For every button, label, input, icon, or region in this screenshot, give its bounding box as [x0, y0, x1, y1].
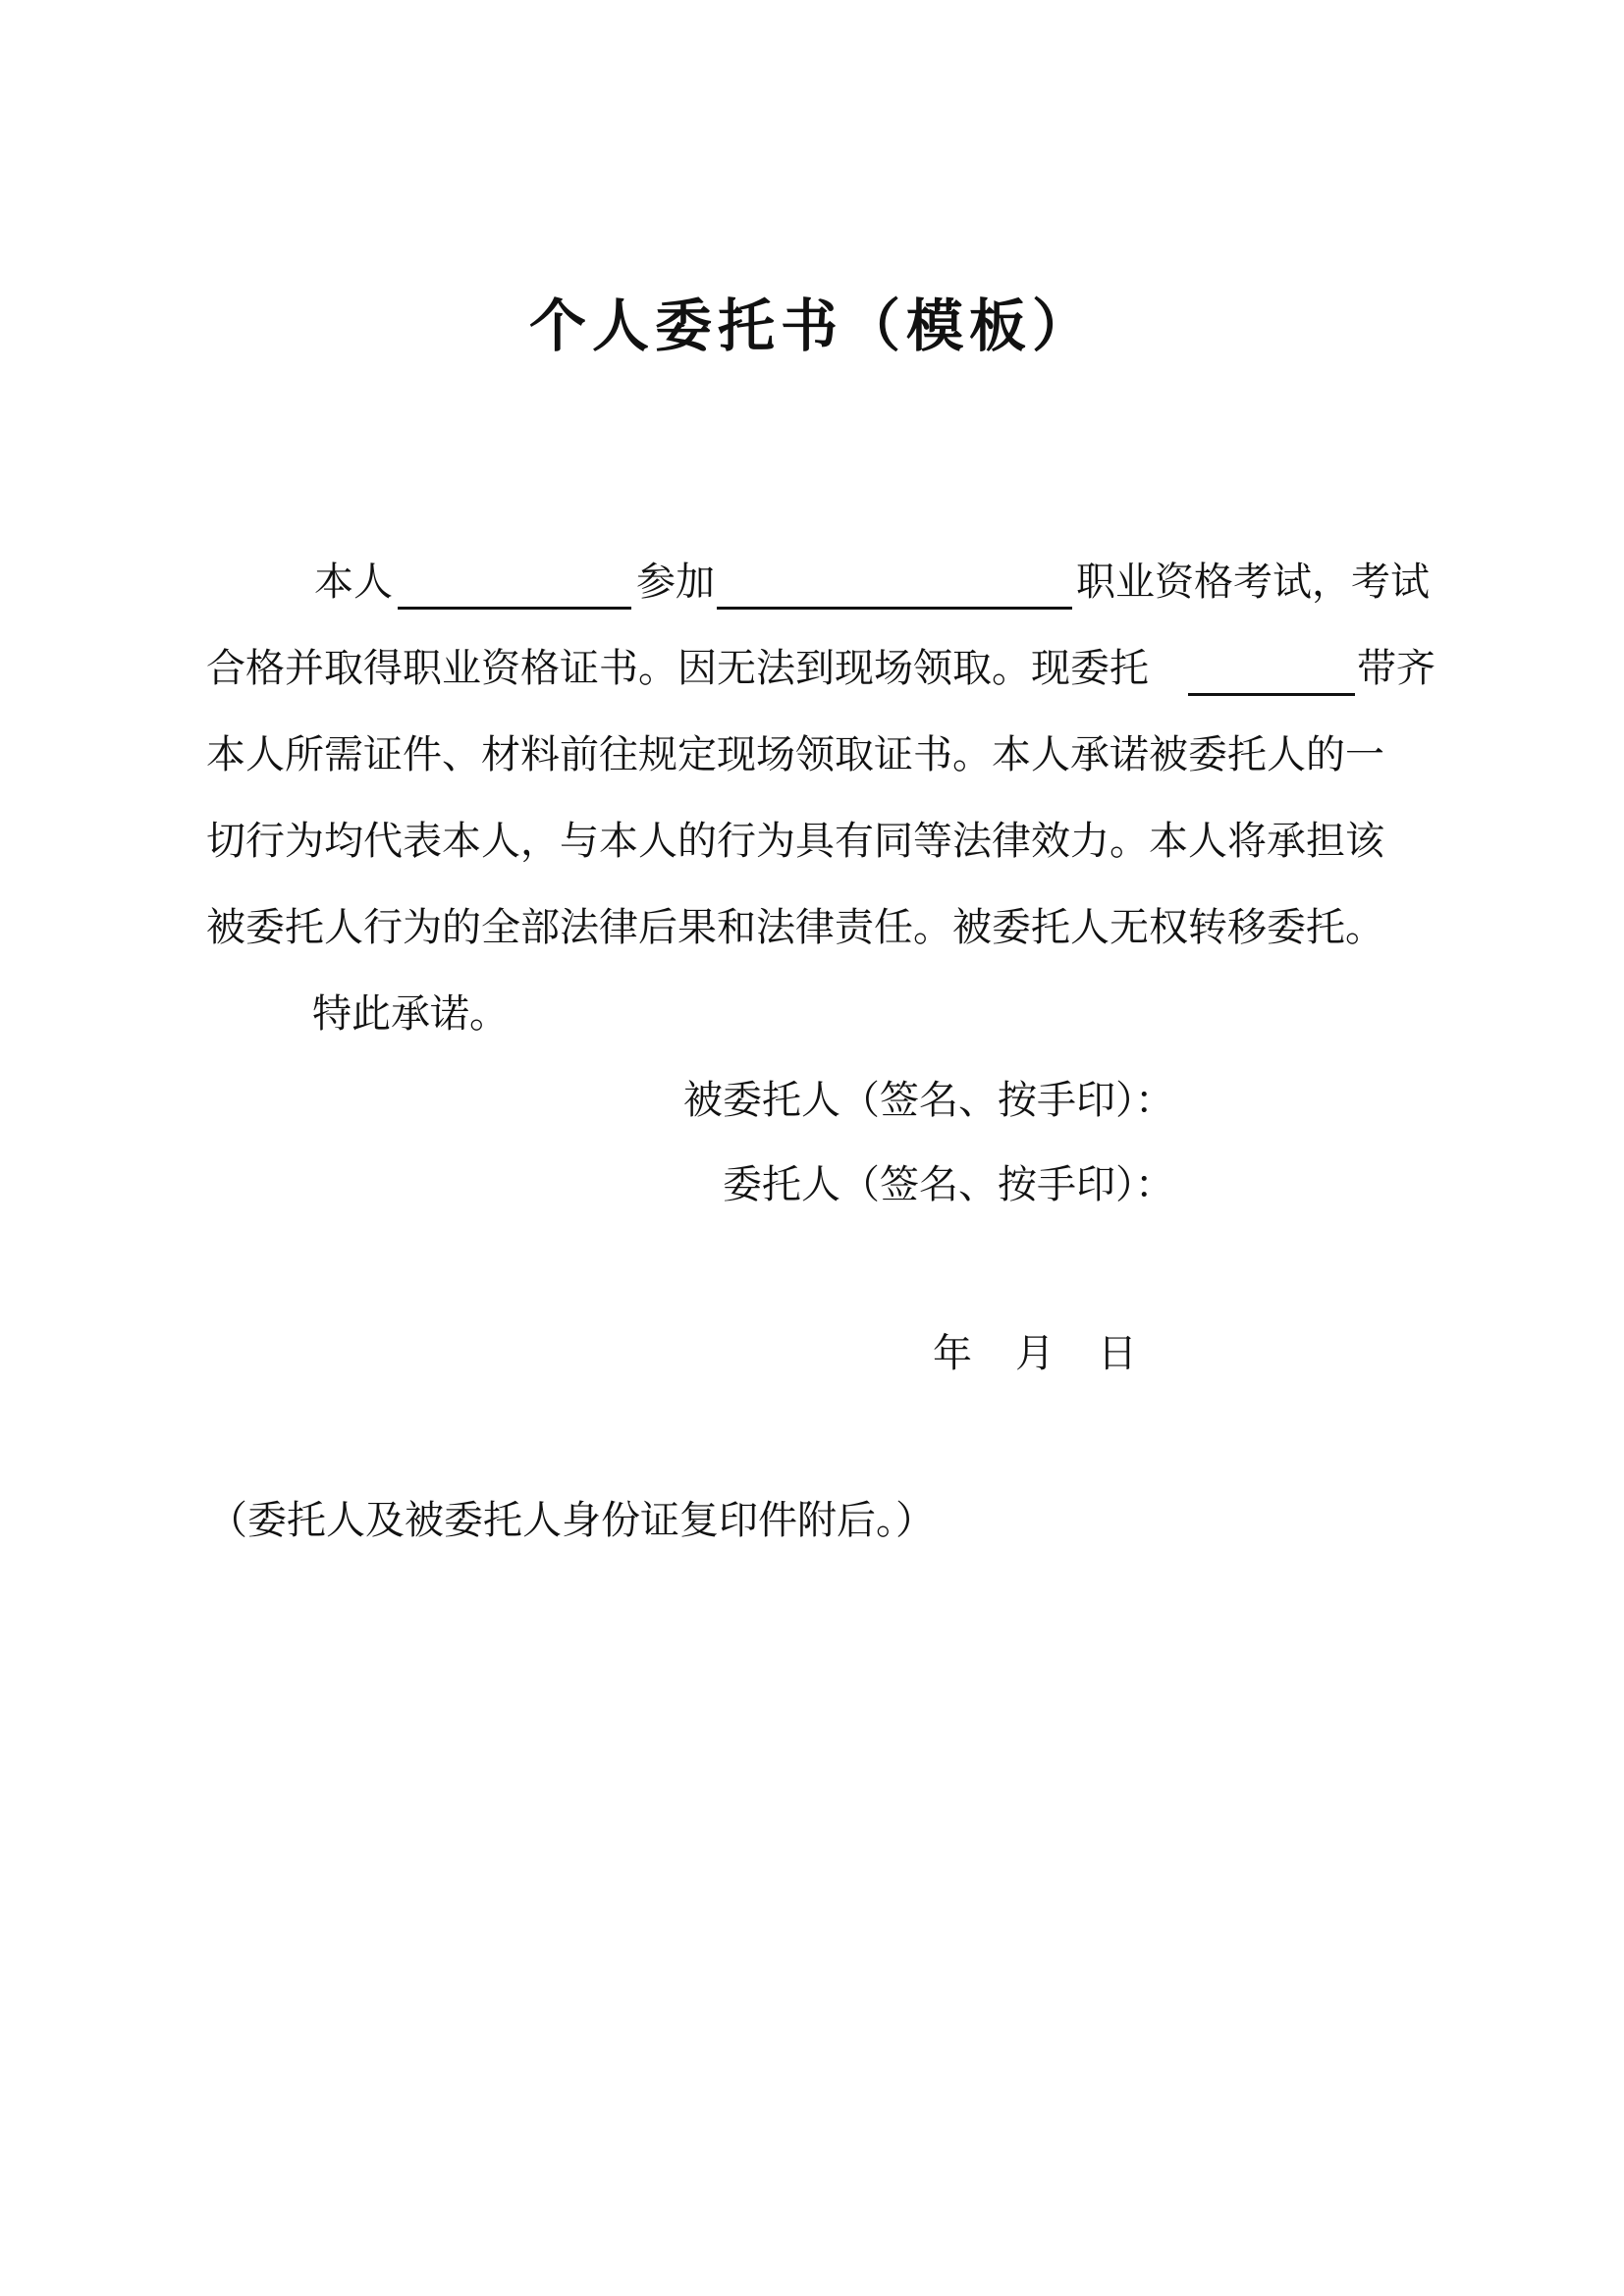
- principal-signature-label: 委托人（签名、按手印）：: [723, 1162, 1174, 1207]
- closing-statement: 特此承诺。: [312, 991, 509, 1037]
- document-title: 个人委托书（模板）: [528, 293, 1095, 359]
- body-line-5: 被委托人行为的全部法律后果和法律责任。被委托人无权转移委托。: [206, 905, 1384, 950]
- date-month-label: 月: [1015, 1331, 1055, 1376]
- body-line-4: 切行为均代表本人，与本人的行为具有同等法律效力。本人将承担该: [206, 819, 1384, 864]
- text-qualify: 合格并取得职业资格证书。因无法到现场领取。现委托: [206, 646, 1149, 691]
- text-exam: 职业资格考试，考试: [1076, 560, 1430, 605]
- trustee-signature-label: 被委托人（签名、按手印）：: [683, 1078, 1174, 1123]
- date-year-label: 年: [933, 1331, 972, 1376]
- body-line-3: 本人所需证件、材料前往规定现场领取证书。本人承诺被委托人的一: [206, 732, 1384, 777]
- date-day-label: 日: [1098, 1331, 1137, 1376]
- name-blank[interactable]: [398, 563, 631, 610]
- text-dai-qi: 带齐: [1357, 646, 1435, 691]
- text-can-jia: 参加: [636, 560, 715, 605]
- attachment-note: （委托人及被委托人身份证复印件附后。）: [208, 1498, 935, 1543]
- trustee-name-blank[interactable]: [1188, 650, 1355, 696]
- exam-name-blank[interactable]: [717, 563, 1072, 610]
- text-ben-ren: 本人: [314, 560, 393, 605]
